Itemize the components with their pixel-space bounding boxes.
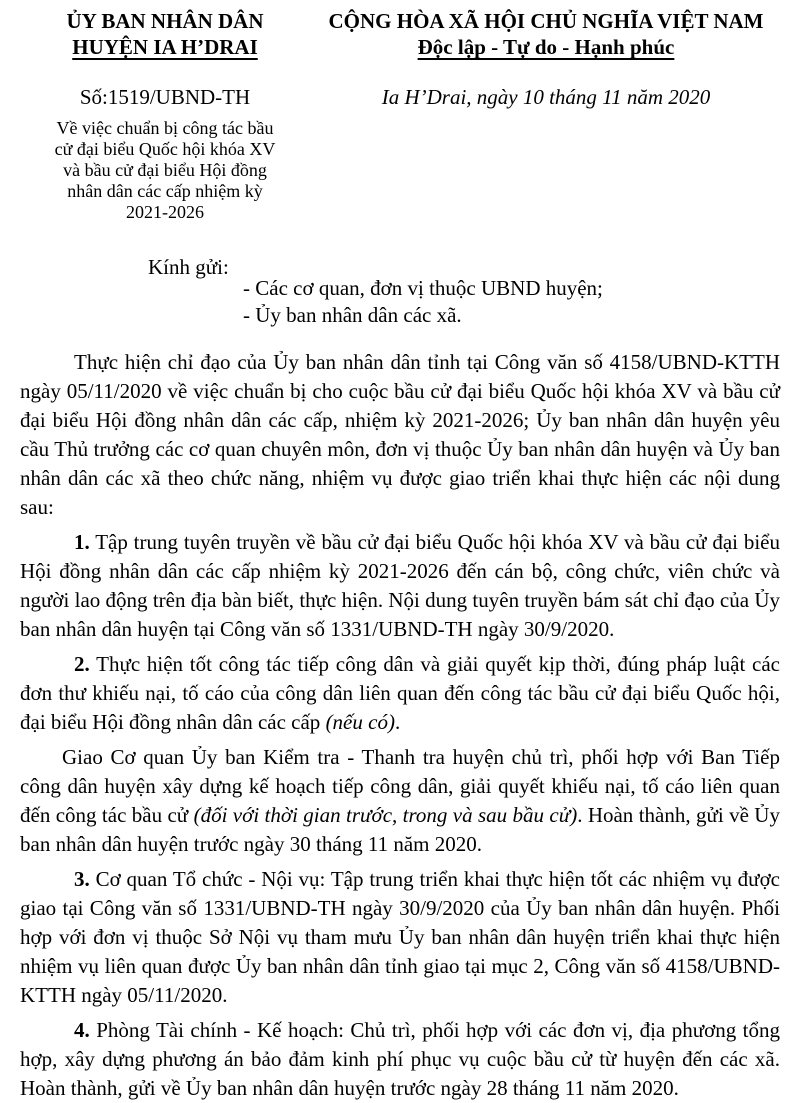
item-1-text: Tập trung tuyên truyền về bầu cử đại biểu Quốc hội khóa XV và bầu cử đại biểu Hội đồng nhân dân các cấp nhiệm kỳ 2021-2026 đến cán bộ, công chức, viên chức và người lao động trên địa bàn biết, thực hiện. Nội dung tuyên truyền bám sát chỉ đạo của Ủy ban nhân dân huyện tại Công văn số 1331/UBND-TH ngày 30/9/2020. [20,530,780,641]
item-2-end: . [394,710,401,734]
subject-line: nhân dân các cấp nhiệm kỳ [67,181,263,201]
item-2-text: Thực hiện tốt công tác tiếp công dân và giải quyết kịp thời, đúng pháp luật các đơn thư khiếu nại, tố cáo của công dân liên quan đến công tác bầu cử đại biểu Quốc hội, đại biểu Hội đồng nhân dân các cấp [20,652,780,734]
assignment-end: . Hoàn thành, gửi về Ủy ban nhân dân huyện trước ngày 30 tháng 11 năm 2020. [20,803,780,856]
item-3-number: 3. [74,867,90,891]
subject-line: Về việc chuẩn bị công tác bầu [56,118,274,138]
item-1-paragraph [20,528,780,644]
agency-name: ỦY BAN NHÂN DÂN [66,9,264,33]
item-2-number: 2. [74,652,90,676]
assignment-note: (đối với thời gian trước, trong và sau bầu cử) [193,803,578,827]
recipients-label: Kính gửi: [148,255,229,279]
agency-district: HUYỆN IA H’DRAI [72,35,258,59]
issuing-agency [20,8,310,60]
item-2-note: (nếu có) [325,710,395,734]
document-subject [20,118,310,223]
item-4-text: Phòng Tài chính - Kế hoạch: Chủ trì, phối hợp với các đơn vị, địa phương tổng hợp, xây dựng phương án bảo đảm kinh phí phục vụ cuộc bầu cử từ huyện đến các xã. Hoàn thành, gửi về Ủy ban nhân dân huyện trước ngày 28 tháng 11 năm 2020. [20,1018,780,1100]
item-3-text: Cơ quan Tổ chức - Nội vụ: Tập trung triển khai thực hiện tốt các nhiệm vụ được giao tại Công văn số 1331/UBND-TH ngày 30/9/2020 của Ủy ban nhân dân huyện. Phối hợp với đơn vị thuộc Sở Nội vụ tham mưu Ủy ban nhân dân huyện triển khai thực hiện nhiệm vụ liên quan được Ủy ban nhân dân tỉnh giao tại mục 2, Công văn số 4158/UBND-KTTH ngày 05/11/2020. [20,867,780,1007]
item-1-number: 1. [74,530,90,554]
subject-line: và bầu cử đại biểu Hội đồng [63,160,267,180]
item-2-paragraph [20,650,780,737]
intro-paragraph: Thực hiện chỉ đạo của Ủy ban nhân dân tỉnh tại Công văn số 4158/UBND-KTTH ngày 05/11/2020 về việc chuẩn bị cho cuộc bầu cử đại biểu Quốc hội khóa XV và bầu cử đại biểu Hội đồng nhân dân các cấp, nhiệm kỳ 2021-2026; Ủy ban nhân dân huyện yêu cầu Thủ trưởng các cơ quan chuyên môn, đơn vị thuộc Ủy ban nhân dân huyện và Ủy ban nhân dân các xã theo chức năng, nhiệm vụ được giao triển khai thực hiện các nội dung sau: [20,350,780,519]
country-name: CỘNG HÒA XÃ HỘI CHỦ NGHĨA VIỆT NAM [328,9,764,33]
subject-line: cử đại biểu Quốc hội khóa XV [54,139,276,159]
subject-line: 2021-2026 [126,202,204,222]
national-motto [296,8,796,60]
document-number: Số:1519/UBND-TH [79,85,251,109]
recipient-item: - Các cơ quan, đơn vị thuộc UBND huyện; [243,276,603,300]
place-and-date: Ia H’Drai, ngày 10 tháng 11 năm 2020 [381,85,711,109]
motto [296,34,796,60]
motto-text: Độc lập - Tự do - Hạnh phúc [417,35,675,59]
item-4-paragraph [20,1016,780,1103]
item-4-number: 4. [74,1018,90,1042]
recipient-item: - Ủy ban nhân dân các xã. [243,303,462,327]
document-body [20,348,780,1103]
assignment-text: Giao Cơ quan Ủy ban Kiểm tra - Thanh tra huyện chủ trì, phối hợp với Ban Tiếp công dân huyện xây dựng kế hoạch tiếp công dân, giải quyết khiếu nại, tố cáo liên quan đến công tác bầu cử [20,745,780,827]
assignment-paragraph [20,743,780,859]
item-3-paragraph [20,865,780,1010]
